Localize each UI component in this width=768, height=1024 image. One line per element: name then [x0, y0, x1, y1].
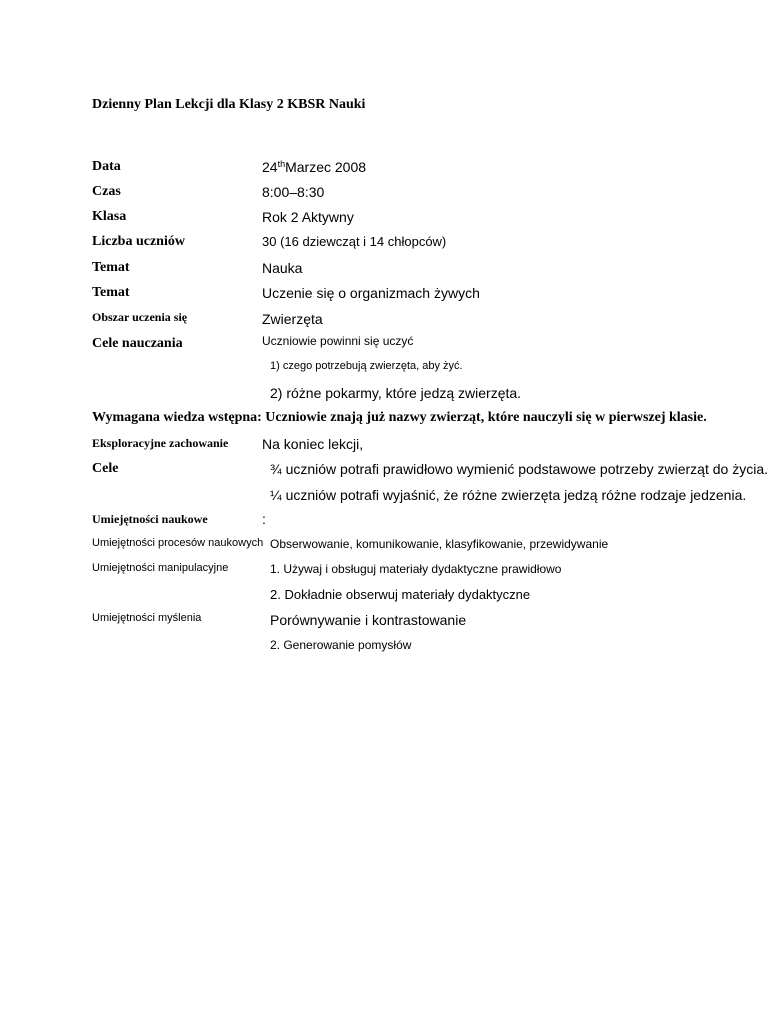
cele-item-1: ¾ uczniów potrafi prawidłowo wymienić podstawowe potrzeby zwierząt do życia.	[270, 461, 768, 477]
wymagana-wiedza-wstepna: Wymagana wiedza wstępna: Uczniowie znają już nazwy zwierząt, które nauczyli się w pierwszej klasie.	[92, 410, 707, 425]
value-data: 24thMarzec 2008	[262, 159, 367, 175]
myslenia-item-2: 2. Generowanie pomysłów	[270, 638, 412, 652]
value-czas: 8:00–8:30	[262, 184, 325, 200]
value-eksploracyjne-zachowanie: Na koniec lekcji,	[262, 436, 364, 452]
label-data: Data	[92, 159, 121, 174]
myslenia-item-1: Porównywanie i kontrastowanie	[270, 612, 467, 628]
value-cele-nauczania: Uczniowie powinni się uczyć	[262, 334, 414, 348]
value-temat-2: Uczenie się o organizmach żywych	[262, 285, 480, 301]
label-umiejetnosci-naukowe: Umiejętności naukowe	[92, 512, 208, 526]
cele-item-2: ¼ uczniów potrafi wyjaśnić, że różne zwierzęta jedzą różne rodzaje jedzenia.	[270, 487, 747, 503]
label-umiejetnosci-manipulacyjne: Umiejętności manipulacyjne	[92, 562, 229, 574]
value-temat: Nauka	[262, 260, 303, 276]
value-obszar-uczenia: Zwierzęta	[262, 311, 323, 327]
value-umiejetnosci-naukowe: :	[262, 511, 266, 527]
label-temat-2: Temat	[92, 285, 130, 300]
label-cele-nauczania: Cele nauczania	[92, 336, 183, 351]
manipulacyjne-item-2: 2. Dokładnie obserwuj materiały dydaktyczne	[270, 587, 531, 602]
manipulacyjne-item-1: 1. Używaj i obsługuj materiały dydaktyczne prawidłowo	[270, 562, 562, 576]
label-umiejetnosci-procesow: Umiejętności procesów naukowych	[92, 537, 264, 549]
label-czas: Czas	[92, 184, 121, 199]
value-liczba-uczniow: 30 (16 dziewcząt i 14 chłopców)	[262, 234, 447, 249]
cele-nauczania-item-2: 2) różne pokarmy, które jedzą zwierzęta.	[270, 385, 522, 401]
value-klasa: Rok 2 Aktywny	[262, 209, 354, 225]
label-umiejetnosci-myslenia: Umiejętności myślenia	[92, 612, 202, 624]
label-klasa: Klasa	[92, 209, 127, 224]
label-cele: Cele	[92, 461, 119, 476]
document-title: Dzienny Plan Lekcji dla Klasy 2 KBSR Nauki	[92, 97, 366, 112]
cele-nauczania-item-1: 1) czego potrzebują zwierzęta, aby żyć.	[270, 360, 463, 372]
value-umiejetnosci-procesow: Obserwowanie, komunikowanie, klasyfikowanie, przewidywanie	[270, 537, 609, 551]
label-temat: Temat	[92, 260, 130, 275]
label-liczba-uczniow: Liczba uczniów	[92, 234, 185, 249]
label-eksploracyjne-zachowanie: Eksploracyjne zachowanie	[92, 436, 229, 450]
label-obszar-uczenia: Obszar uczenia się	[92, 310, 188, 324]
